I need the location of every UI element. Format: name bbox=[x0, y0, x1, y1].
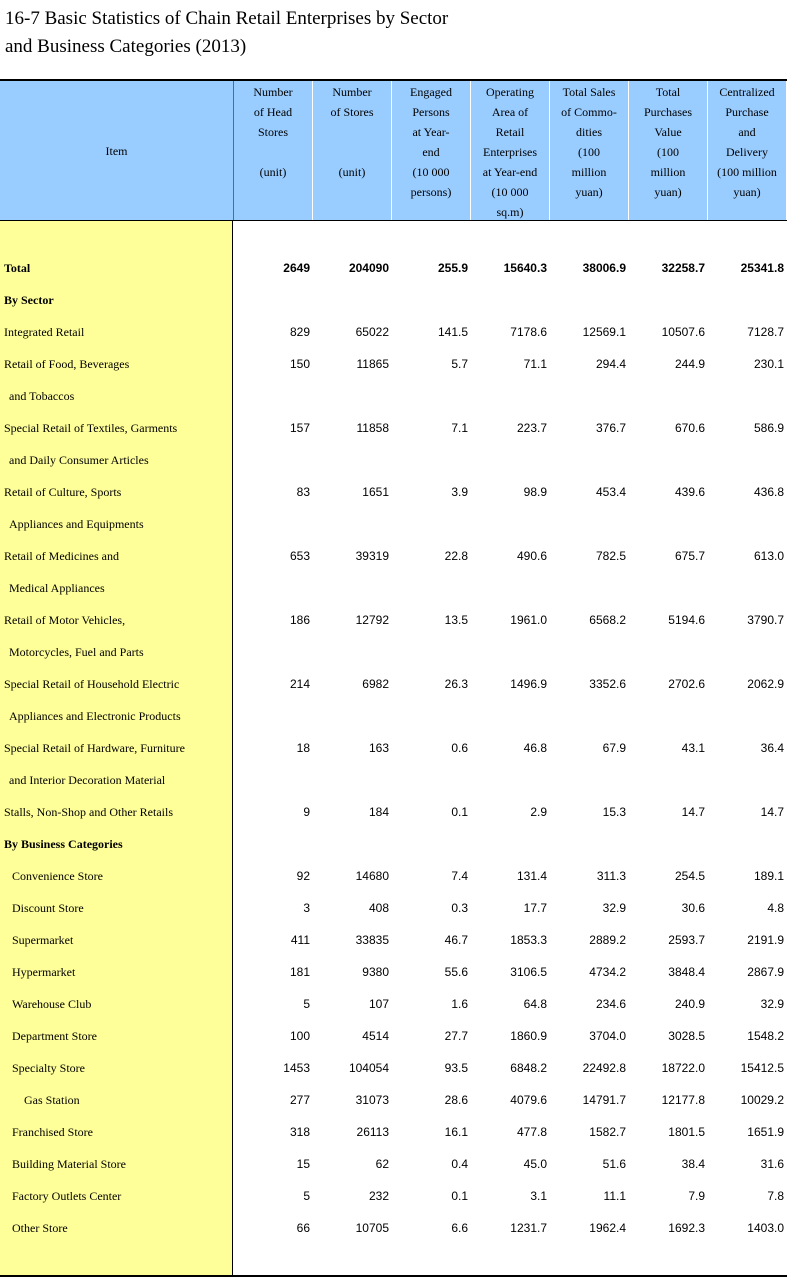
cell-value: 22492.8 bbox=[582, 1061, 626, 1075]
cell-value: 150 bbox=[289, 357, 310, 371]
cell-value: 157 bbox=[289, 421, 310, 435]
cell-value: 11865 bbox=[356, 357, 389, 371]
row-label: Specialty Store bbox=[12, 1060, 85, 1075]
cell-value: 6.6 bbox=[451, 1221, 468, 1235]
cell-value: 51.6 bbox=[602, 1157, 626, 1171]
table-row bbox=[0, 860, 787, 892]
cell-value: 376.7 bbox=[595, 421, 626, 435]
cell-value: 55.6 bbox=[444, 965, 468, 979]
table-row bbox=[0, 956, 787, 988]
cell-value: 1.6 bbox=[451, 997, 468, 1011]
cell-value: 10029.2 bbox=[740, 1093, 784, 1107]
table-body bbox=[0, 252, 787, 1244]
cell-value: 38.4 bbox=[681, 1157, 705, 1171]
column-header-2: Number of Stores (unit) bbox=[313, 81, 392, 220]
cell-value: 439.6 bbox=[674, 485, 705, 499]
cell-value: 10705 bbox=[355, 1221, 389, 1235]
cell-value: 234.6 bbox=[595, 997, 626, 1011]
table-row bbox=[0, 1180, 787, 1212]
cell-value: 2867.9 bbox=[747, 965, 784, 979]
row-label: Appliances and Electronic Products bbox=[9, 708, 181, 723]
table-row bbox=[0, 572, 787, 604]
table-row bbox=[0, 1212, 787, 1244]
row-label: Department Store bbox=[12, 1028, 97, 1043]
cell-value: 163 bbox=[368, 741, 389, 755]
cell-value: 230.1 bbox=[753, 357, 784, 371]
table-row bbox=[0, 1084, 787, 1116]
cell-value: 0.6 bbox=[451, 741, 468, 755]
cell-value: 1801.5 bbox=[668, 1125, 705, 1139]
cell-value: 43.1 bbox=[681, 741, 705, 755]
cell-value: 4734.2 bbox=[589, 965, 626, 979]
cell-value: 2702.6 bbox=[668, 677, 705, 691]
cell-value: 318 bbox=[289, 1125, 310, 1139]
cell-value: 14791.7 bbox=[582, 1093, 626, 1107]
cell-value: 436.8 bbox=[753, 485, 784, 499]
cell-value: 65022 bbox=[355, 325, 389, 339]
cell-value: 653 bbox=[289, 549, 310, 563]
cell-value: 311.3 bbox=[596, 869, 626, 883]
cell-value: 15 bbox=[296, 1157, 310, 1171]
table-row bbox=[0, 1116, 787, 1148]
cell-value: 15.3 bbox=[602, 805, 626, 819]
cell-value: 7.9 bbox=[688, 1189, 705, 1203]
table-row bbox=[0, 412, 787, 444]
row-label: Total bbox=[4, 260, 31, 275]
cell-value: 25341.8 bbox=[740, 261, 784, 275]
table-row bbox=[0, 380, 787, 412]
cell-value: 12792 bbox=[355, 613, 389, 627]
cell-value: 411 bbox=[290, 933, 310, 947]
column-header-6: Total Purchases Value (100 million yuan) bbox=[629, 81, 708, 220]
cell-value: 613.0 bbox=[753, 549, 784, 563]
cell-value: 83 bbox=[296, 485, 310, 499]
cell-value: 11858 bbox=[356, 421, 389, 435]
cell-value: 18722.0 bbox=[661, 1061, 705, 1075]
column-header-4: Operating Area of Retail Enterprises at Year-end (10 000 sq.m) bbox=[471, 81, 550, 220]
cell-value: 92 bbox=[296, 869, 310, 883]
cell-value: 1582.7 bbox=[589, 1125, 626, 1139]
cell-value: 6982 bbox=[362, 677, 389, 691]
cell-value: 98.9 bbox=[523, 485, 547, 499]
column-header-7: Centralized Purchase and Delivery (100 million yuan) bbox=[708, 81, 787, 220]
cell-value: 2889.2 bbox=[589, 933, 626, 947]
cell-value: 1548.2 bbox=[747, 1029, 784, 1043]
table-row bbox=[0, 1052, 787, 1084]
row-label: Appliances and Equipments bbox=[9, 516, 144, 531]
cell-value: 93.5 bbox=[444, 1061, 468, 1075]
cell-value: 14.7 bbox=[681, 805, 705, 819]
row-label: By Sector bbox=[4, 292, 54, 307]
cell-value: 14.7 bbox=[760, 805, 784, 819]
title-line-2: and Business Categories (2013) bbox=[5, 36, 247, 57]
cell-value: 26113 bbox=[356, 1125, 389, 1139]
row-label: Supermarket bbox=[12, 932, 74, 947]
table-row bbox=[0, 796, 787, 828]
cell-value: 1231.7 bbox=[510, 1221, 547, 1235]
cell-value: 181 bbox=[289, 965, 310, 979]
cell-value: 100 bbox=[289, 1029, 310, 1043]
cell-value: 3106.5 bbox=[510, 965, 547, 979]
cell-value: 107 bbox=[368, 997, 389, 1011]
cell-value: 675.7 bbox=[674, 549, 705, 563]
cell-value: 186 bbox=[289, 613, 310, 627]
table-row bbox=[0, 1020, 787, 1052]
cell-value: 7178.6 bbox=[510, 325, 547, 339]
cell-value: 782.5 bbox=[595, 549, 626, 563]
cell-value: 223.7 bbox=[516, 421, 547, 435]
cell-value: 1496.9 bbox=[510, 677, 547, 691]
cell-value: 4079.6 bbox=[510, 1093, 547, 1107]
cell-value: 294.4 bbox=[595, 357, 626, 371]
row-label: Retail of Motor Vehicles, bbox=[4, 612, 126, 627]
cell-value: 18 bbox=[296, 741, 310, 755]
cell-value: 3.9 bbox=[451, 485, 468, 499]
cell-value: 3 bbox=[303, 901, 310, 915]
column-header-3: Engaged Persons at Year- end (10 000 persons) bbox=[392, 81, 471, 220]
cell-value: 38006.9 bbox=[582, 261, 626, 275]
cell-value: 4.8 bbox=[767, 901, 784, 915]
cell-value: 22.8 bbox=[444, 549, 468, 563]
cell-value: 31.6 bbox=[760, 1157, 784, 1171]
cell-value: 7128.7 bbox=[747, 325, 784, 339]
row-label: Motorcycles, Fuel and Parts bbox=[9, 644, 144, 659]
row-label: and Tobaccos bbox=[9, 388, 75, 403]
row-label: Other Store bbox=[12, 1220, 68, 1235]
table-header bbox=[0, 81, 787, 220]
cell-value: 39319 bbox=[355, 549, 389, 563]
cell-value: 1860.9 bbox=[510, 1029, 547, 1043]
cell-value: 14680 bbox=[355, 869, 389, 883]
cell-value: 829 bbox=[289, 325, 310, 339]
cell-value: 1453 bbox=[283, 1061, 310, 1075]
table-row bbox=[0, 444, 787, 476]
table-row bbox=[0, 508, 787, 540]
row-label: and Daily Consumer Articles bbox=[9, 452, 149, 467]
row-label: Convenience Store bbox=[12, 868, 103, 883]
cell-value: 62 bbox=[375, 1157, 389, 1171]
table-row bbox=[0, 764, 787, 796]
table-row bbox=[0, 284, 787, 316]
title-line-1: 16-7 Basic Statistics of Chain Retail Enterprises by Sector bbox=[5, 8, 449, 29]
row-label: Retail of Food, Beverages bbox=[4, 356, 130, 371]
cell-value: 204090 bbox=[348, 261, 389, 275]
cell-value: 5.7 bbox=[451, 357, 468, 371]
cell-value: 0.4 bbox=[451, 1157, 468, 1171]
row-label: Building Material Store bbox=[12, 1156, 126, 1171]
column-header-1: Number of Head Stores (unit) bbox=[234, 81, 313, 220]
row-label: Franchised Store bbox=[12, 1124, 93, 1139]
cell-value: 2.9 bbox=[530, 805, 547, 819]
table-row bbox=[0, 476, 787, 508]
cell-value: 1403.0 bbox=[747, 1221, 784, 1235]
cell-value: 240.9 bbox=[674, 997, 705, 1011]
cell-value: 189.1 bbox=[753, 869, 784, 883]
table-row bbox=[0, 1148, 787, 1180]
cell-value: 0.1 bbox=[451, 805, 468, 819]
cell-value: 104054 bbox=[348, 1061, 389, 1075]
cell-value: 7.4 bbox=[451, 869, 468, 883]
cell-value: 3028.5 bbox=[668, 1029, 705, 1043]
row-label: Stalls, Non-Shop and Other Retails bbox=[4, 804, 173, 819]
cell-value: 12569.1 bbox=[582, 325, 626, 339]
cell-value: 9 bbox=[303, 805, 310, 819]
cell-value: 64.8 bbox=[523, 997, 547, 1011]
cell-value: 36.4 bbox=[760, 741, 784, 755]
cell-value: 5 bbox=[303, 1189, 310, 1203]
row-label: and Interior Decoration Material bbox=[9, 772, 166, 787]
cell-value: 6848.2 bbox=[510, 1061, 547, 1075]
cell-value: 12177.8 bbox=[661, 1093, 705, 1107]
cell-value: 45.0 bbox=[523, 1157, 547, 1171]
cell-value: 31073 bbox=[355, 1093, 389, 1107]
cell-value: 244.9 bbox=[674, 357, 705, 371]
cell-value: 13.5 bbox=[444, 613, 468, 627]
cell-value: 26.3 bbox=[444, 677, 468, 691]
cell-value: 33835 bbox=[355, 933, 389, 947]
table-row bbox=[0, 540, 787, 572]
cell-value: 46.8 bbox=[523, 741, 547, 755]
cell-value: 184 bbox=[368, 805, 389, 819]
row-label: Hypermarket bbox=[12, 964, 76, 979]
cell-value: 15640.3 bbox=[503, 261, 547, 275]
cell-value: 32258.7 bbox=[661, 261, 705, 275]
row-label: Special Retail of Household Electric bbox=[4, 676, 180, 691]
cell-value: 586.9 bbox=[753, 421, 784, 435]
table-row bbox=[0, 604, 787, 636]
row-label: Retail of Medicines and bbox=[4, 548, 119, 563]
cell-value: 3848.4 bbox=[668, 965, 705, 979]
cell-value: 277 bbox=[289, 1093, 310, 1107]
cell-value: 214 bbox=[289, 677, 310, 691]
cell-value: 6568.2 bbox=[589, 613, 626, 627]
cell-value: 10507.6 bbox=[661, 325, 705, 339]
row-label: Retail of Culture, Sports bbox=[4, 484, 122, 499]
row-label: Gas Station bbox=[24, 1092, 80, 1107]
cell-value: 453.4 bbox=[595, 485, 626, 499]
table-row bbox=[0, 924, 787, 956]
cell-value: 15412.5 bbox=[740, 1061, 784, 1075]
column-header-5: Total Sales of Commo- dities (100 million yuan) bbox=[550, 81, 629, 220]
table-row bbox=[0, 316, 787, 348]
cell-value: 3704.0 bbox=[589, 1029, 626, 1043]
cell-value: 1651 bbox=[362, 485, 389, 499]
row-label: Special Retail of Hardware, Furniture bbox=[4, 740, 185, 755]
table-row bbox=[0, 732, 787, 764]
cell-value: 408 bbox=[368, 901, 389, 915]
cell-value: 2062.9 bbox=[747, 677, 784, 691]
table-row bbox=[0, 700, 787, 732]
table-row bbox=[0, 668, 787, 700]
cell-value: 1651.9 bbox=[747, 1125, 784, 1139]
cell-value: 27.7 bbox=[444, 1029, 468, 1043]
cell-value: 131.4 bbox=[516, 869, 547, 883]
cell-value: 141.5 bbox=[437, 325, 468, 339]
cell-value: 5194.6 bbox=[668, 613, 705, 627]
cell-value: 2649 bbox=[283, 261, 310, 275]
cell-value: 254.5 bbox=[674, 869, 705, 883]
cell-value: 16.1 bbox=[444, 1125, 468, 1139]
table-row bbox=[0, 828, 787, 860]
cell-value: 1961.0 bbox=[510, 613, 547, 627]
cell-value: 7.1 bbox=[451, 421, 468, 435]
row-label: Medical Appliances bbox=[9, 580, 105, 595]
cell-value: 1853.3 bbox=[510, 933, 547, 947]
table-row bbox=[0, 988, 787, 1020]
cell-value: 2593.7 bbox=[668, 933, 705, 947]
cell-value: 477.8 bbox=[516, 1125, 547, 1139]
table-row bbox=[0, 636, 787, 668]
table-row bbox=[0, 348, 787, 380]
cell-value: 3790.7 bbox=[747, 613, 784, 627]
cell-value: 71.1 bbox=[523, 357, 547, 371]
column-header-item: Item bbox=[0, 81, 234, 220]
cell-value: 67.9 bbox=[602, 741, 626, 755]
page-title bbox=[5, 5, 448, 61]
cell-value: 3352.6 bbox=[589, 677, 626, 691]
cell-value: 28.6 bbox=[444, 1093, 468, 1107]
row-label: Integrated Retail bbox=[4, 324, 85, 339]
cell-value: 0.3 bbox=[451, 901, 468, 915]
cell-value: 17.7 bbox=[523, 901, 547, 915]
cell-value: 1962.4 bbox=[589, 1221, 626, 1235]
cell-value: 32.9 bbox=[602, 901, 626, 915]
cell-value: 30.6 bbox=[681, 901, 705, 915]
cell-value: 1692.3 bbox=[668, 1221, 705, 1235]
cell-value: 46.7 bbox=[444, 933, 468, 947]
row-label: By Business Categories bbox=[4, 836, 123, 851]
cell-value: 5 bbox=[303, 997, 310, 1011]
cell-value: 9380 bbox=[362, 965, 389, 979]
cell-value: 490.6 bbox=[516, 549, 547, 563]
cell-value: 11.1 bbox=[603, 1189, 626, 1203]
cell-value: 3.1 bbox=[530, 1189, 547, 1203]
row-label: Special Retail of Textiles, Garments bbox=[4, 420, 178, 435]
cell-value: 255.9 bbox=[437, 261, 468, 275]
cell-value: 7.8 bbox=[767, 1189, 784, 1203]
cell-value: 66 bbox=[296, 1221, 310, 1235]
row-label: Discount Store bbox=[12, 900, 84, 915]
cell-value: 2191.9 bbox=[747, 933, 784, 947]
cell-value: 32.9 bbox=[760, 997, 784, 1011]
table-row bbox=[0, 892, 787, 924]
cell-value: 0.1 bbox=[451, 1189, 468, 1203]
row-label: Warehouse Club bbox=[12, 996, 92, 1011]
cell-value: 232 bbox=[368, 1189, 389, 1203]
row-label: Factory Outlets Center bbox=[12, 1188, 122, 1203]
cell-value: 4514 bbox=[362, 1029, 389, 1043]
cell-value: 670.6 bbox=[674, 421, 705, 435]
table-row bbox=[0, 252, 787, 284]
